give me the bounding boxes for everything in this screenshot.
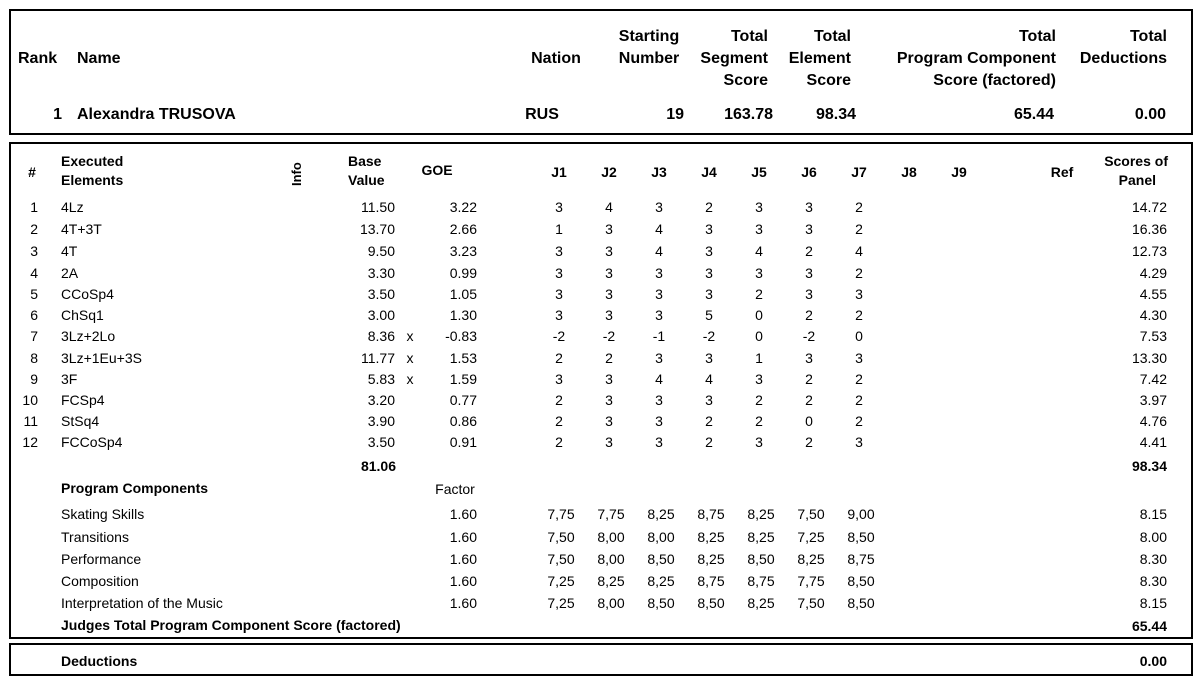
element-judge-score: 2 bbox=[755, 392, 763, 408]
element-num: 8 bbox=[30, 350, 38, 366]
element-judge-score: 2 bbox=[705, 199, 713, 215]
element-base-value: 3.50 bbox=[367, 434, 395, 450]
element-panel-score: 4.29 bbox=[1139, 265, 1167, 281]
element-goe: 0.91 bbox=[449, 434, 477, 450]
element-name: StSq4 bbox=[61, 413, 100, 429]
pcs-total-label: Judges Total Program Component Score (factored) bbox=[61, 617, 401, 633]
component-judge-score: 8,75 bbox=[697, 506, 725, 522]
element-judge-score: 4 bbox=[755, 243, 763, 259]
element-judge-score: 3 bbox=[605, 434, 613, 450]
element-judge-score: 0 bbox=[755, 307, 763, 323]
element-goe: 2.66 bbox=[449, 221, 477, 237]
element-judge-score: -2 bbox=[552, 328, 566, 344]
col-base-label: Value bbox=[348, 172, 385, 188]
header-nation-label: Nation bbox=[531, 50, 581, 67]
component-judge-score: 8,25 bbox=[747, 506, 775, 522]
element-judge-score: 2 bbox=[855, 307, 863, 323]
element-name: ChSq1 bbox=[61, 307, 104, 323]
element-info-flag: x bbox=[406, 328, 414, 344]
element-num: 9 bbox=[30, 371, 38, 387]
element-judge-score: 3 bbox=[555, 199, 563, 215]
header-deductions-label: Deductions bbox=[1079, 50, 1167, 67]
component-judge-score: 7,50 bbox=[797, 595, 825, 611]
skater-starting-number: 19 bbox=[666, 106, 684, 123]
element-judge-score: 3 bbox=[755, 265, 763, 281]
element-judge-score: 3 bbox=[805, 199, 813, 215]
element-judge-score: 3 bbox=[655, 392, 663, 408]
deductions-box bbox=[9, 643, 1193, 676]
element-judge-score: 2 bbox=[705, 413, 713, 429]
element-judge-score: 3 bbox=[655, 286, 663, 302]
col-goe-label: GOE bbox=[421, 162, 453, 178]
element-judge-score: 3 bbox=[655, 413, 663, 429]
skater-tss: 163.78 bbox=[724, 106, 773, 123]
header-tes-label: Total bbox=[813, 28, 851, 45]
element-goe: 1.30 bbox=[449, 307, 477, 323]
component-judge-score: 8,25 bbox=[747, 529, 775, 545]
element-judge-score: 3 bbox=[705, 221, 713, 237]
component-judge-score: 8,25 bbox=[647, 573, 675, 589]
component-judge-score: 7,25 bbox=[547, 573, 575, 589]
element-judge-score: 4 bbox=[705, 371, 713, 387]
element-judge-score: 3 bbox=[605, 286, 613, 302]
component-panel-score: 8.00 bbox=[1139, 529, 1167, 545]
component-judge-score: 8,50 bbox=[697, 595, 725, 611]
element-judge-score: 2 bbox=[555, 434, 563, 450]
factor-label: Factor bbox=[435, 481, 475, 497]
col-ref-label: Ref bbox=[1050, 164, 1074, 180]
element-name: CCoSp4 bbox=[61, 286, 114, 302]
element-goe: 1.53 bbox=[449, 350, 477, 366]
element-judge-score: 3 bbox=[605, 392, 613, 408]
element-judge-score: 4 bbox=[655, 221, 663, 237]
element-judge-score: 3 bbox=[555, 286, 563, 302]
col-judge-label: J4 bbox=[701, 164, 717, 180]
element-judge-score: 3 bbox=[655, 199, 663, 215]
skater-name: Alexandra TRUSOVA bbox=[77, 106, 236, 123]
component-factor: 1.60 bbox=[449, 595, 477, 611]
skater-tes: 98.34 bbox=[815, 106, 856, 123]
col-base-label: Base bbox=[348, 153, 382, 169]
component-judge-score: 8,00 bbox=[597, 551, 625, 567]
element-judge-score: 2 bbox=[555, 413, 563, 429]
element-judge-score: 3 bbox=[555, 371, 563, 387]
element-base-value: 3.30 bbox=[367, 265, 395, 281]
component-panel-score: 8.15 bbox=[1139, 506, 1167, 522]
program-components-title: Program Components bbox=[61, 480, 209, 496]
element-name: 2A bbox=[61, 265, 79, 281]
component-panel-score: 8.30 bbox=[1139, 551, 1167, 567]
element-judge-score: 3 bbox=[855, 286, 863, 302]
element-judge-score: 4 bbox=[655, 371, 663, 387]
component-judge-score: 8,00 bbox=[647, 529, 675, 545]
component-judge-score: 8,50 bbox=[847, 573, 875, 589]
element-name: 3Lz+2Lo bbox=[61, 328, 116, 344]
element-panel-score: 4.76 bbox=[1139, 413, 1167, 429]
element-info-flag: x bbox=[406, 350, 414, 366]
element-judge-score: 3 bbox=[705, 286, 713, 302]
element-judge-score: 2 bbox=[605, 350, 613, 366]
element-judge-score: 2 bbox=[855, 413, 863, 429]
component-name: Skating Skills bbox=[61, 506, 145, 522]
element-judge-score: 2 bbox=[555, 350, 563, 366]
element-judge-score: 2 bbox=[855, 265, 863, 281]
element-judge-score: 2 bbox=[805, 434, 813, 450]
element-panel-score: 7.42 bbox=[1139, 371, 1167, 387]
component-judge-score: 8,75 bbox=[697, 573, 725, 589]
element-judge-score: 2 bbox=[755, 286, 763, 302]
element-judge-score: 0 bbox=[855, 328, 863, 344]
col-scores-label: Scores of bbox=[1104, 153, 1168, 169]
component-judge-score: 8,25 bbox=[647, 506, 675, 522]
deductions-label: Deductions bbox=[61, 653, 138, 669]
component-judge-score: 7,50 bbox=[547, 551, 575, 567]
element-num: 10 bbox=[22, 392, 38, 408]
header-pcs-label: Program Component bbox=[896, 50, 1056, 67]
element-judge-score: 2 bbox=[855, 199, 863, 215]
component-factor: 1.60 bbox=[449, 506, 477, 522]
header-tss-label: Segment bbox=[700, 50, 768, 67]
col-executed-label: Executed bbox=[61, 153, 124, 169]
element-judge-score: 3 bbox=[705, 265, 713, 281]
element-num: 1 bbox=[30, 199, 38, 215]
element-panel-score: 7.53 bbox=[1139, 328, 1167, 344]
element-goe: -0.83 bbox=[445, 328, 477, 344]
element-panel-score: 3.97 bbox=[1139, 392, 1167, 408]
header-tss-label: Score bbox=[723, 72, 768, 89]
component-judge-score: 7,50 bbox=[797, 506, 825, 522]
element-judge-score: 2 bbox=[805, 243, 813, 259]
element-judge-score: 3 bbox=[605, 265, 613, 281]
element-name: 4Lz bbox=[61, 199, 84, 215]
header-tes-label: Element bbox=[788, 50, 851, 67]
component-panel-score: 8.15 bbox=[1139, 595, 1167, 611]
element-name: 4T bbox=[61, 243, 78, 259]
col-judge-label: J6 bbox=[801, 164, 817, 180]
element-judge-score: 3 bbox=[555, 265, 563, 281]
component-judge-score: 8,25 bbox=[597, 573, 625, 589]
element-judge-score: 3 bbox=[805, 265, 813, 281]
pcs-total-value: 65.44 bbox=[1131, 618, 1167, 634]
element-judge-score: 2 bbox=[805, 371, 813, 387]
element-judge-score: 3 bbox=[705, 392, 713, 408]
component-judge-score: 7,75 bbox=[597, 506, 625, 522]
element-judge-score: 3 bbox=[605, 243, 613, 259]
element-judge-score: 3 bbox=[555, 243, 563, 259]
component-judge-score: 8,25 bbox=[747, 595, 775, 611]
element-judge-score: 2 bbox=[555, 392, 563, 408]
element-judge-score: 3 bbox=[655, 307, 663, 323]
element-judge-score: 3 bbox=[555, 307, 563, 323]
component-judge-score: 8,25 bbox=[697, 529, 725, 545]
element-base-value: 13.70 bbox=[359, 221, 395, 237]
element-panel-score: 4.55 bbox=[1139, 286, 1167, 302]
component-judge-score: 7,50 bbox=[547, 529, 575, 545]
element-info-flag: x bbox=[406, 371, 414, 387]
element-goe: 1.59 bbox=[449, 371, 477, 387]
element-num: 6 bbox=[30, 307, 38, 323]
element-judge-score: 0 bbox=[755, 328, 763, 344]
element-judge-score: 3 bbox=[755, 221, 763, 237]
component-judge-score: 8,00 bbox=[597, 595, 625, 611]
element-judge-score: 0 bbox=[805, 413, 813, 429]
element-judge-score: 3 bbox=[855, 434, 863, 450]
element-base-value: 3.50 bbox=[367, 286, 395, 302]
component-panel-score: 8.30 bbox=[1139, 573, 1167, 589]
element-judge-score: 2 bbox=[855, 221, 863, 237]
element-judge-score: 2 bbox=[805, 392, 813, 408]
element-judge-score: 2 bbox=[755, 413, 763, 429]
element-num: 7 bbox=[30, 328, 38, 344]
element-base-value: 9.50 bbox=[367, 243, 395, 259]
element-goe: 0.86 bbox=[449, 413, 477, 429]
element-judge-score: 3 bbox=[605, 413, 613, 429]
component-judge-score: 8,25 bbox=[797, 551, 825, 567]
component-judge-score: 7,25 bbox=[797, 529, 825, 545]
component-factor: 1.60 bbox=[449, 529, 477, 545]
header-starting-number-label: Starting bbox=[618, 28, 680, 45]
col-scores-label: Panel bbox=[1118, 172, 1156, 188]
element-judge-score: 3 bbox=[655, 265, 663, 281]
col-judge-label: J8 bbox=[901, 164, 917, 180]
component-name: Performance bbox=[61, 551, 142, 567]
element-goe: 3.22 bbox=[449, 199, 477, 215]
component-judge-score: 8,25 bbox=[697, 551, 725, 567]
elements-base-total: 81.06 bbox=[360, 458, 396, 474]
skater-nation: RUS bbox=[525, 106, 559, 123]
header-tss-label: Total bbox=[730, 28, 768, 45]
component-judge-score: 8,50 bbox=[847, 595, 875, 611]
component-judge-score: 8,50 bbox=[847, 529, 875, 545]
deductions-value: 0.00 bbox=[1139, 653, 1167, 669]
element-judge-score: -1 bbox=[652, 328, 666, 344]
element-judge-score: 3 bbox=[755, 371, 763, 387]
element-goe: 3.23 bbox=[449, 243, 477, 259]
element-name: 3Lz+1Eu+3S bbox=[61, 350, 142, 366]
element-num: 3 bbox=[30, 243, 38, 259]
element-judge-score: 1 bbox=[555, 221, 563, 237]
element-name: FCCoSp4 bbox=[61, 434, 123, 450]
element-panel-score: 13.30 bbox=[1131, 350, 1167, 366]
element-name: 3F bbox=[61, 371, 78, 387]
element-judge-score: 2 bbox=[805, 307, 813, 323]
element-panel-score: 16.36 bbox=[1131, 221, 1167, 237]
header-starting-number-label: Number bbox=[618, 50, 680, 67]
col-judge-label: J2 bbox=[601, 164, 617, 180]
component-factor: 1.60 bbox=[449, 573, 477, 589]
component-judge-score: 8,00 bbox=[597, 529, 625, 545]
component-judge-score: 7,25 bbox=[547, 595, 575, 611]
component-judge-score: 8,75 bbox=[747, 573, 775, 589]
element-base-value: 5.83 bbox=[367, 371, 395, 387]
col-judge-label: J9 bbox=[951, 164, 967, 180]
header-name-label: Name bbox=[77, 50, 121, 67]
col-executed-label: Elements bbox=[61, 172, 124, 188]
element-num: 5 bbox=[30, 286, 38, 302]
element-base-value: 11.50 bbox=[361, 199, 395, 215]
element-judge-score: 3 bbox=[605, 371, 613, 387]
element-panel-score: 12.73 bbox=[1131, 243, 1167, 259]
element-judge-score: -2 bbox=[602, 328, 616, 344]
col-judge-label: J1 bbox=[551, 164, 567, 180]
element-judge-score: 4 bbox=[855, 243, 863, 259]
component-name: Composition bbox=[61, 573, 139, 589]
component-name: Transitions bbox=[61, 529, 129, 545]
element-judge-score: 3 bbox=[855, 350, 863, 366]
col-judge-label: J7 bbox=[851, 164, 867, 180]
element-judge-score: 3 bbox=[805, 286, 813, 302]
skater-rank: 1 bbox=[53, 106, 62, 123]
component-judge-score: 7,75 bbox=[547, 506, 575, 522]
element-judge-score: 2 bbox=[855, 371, 863, 387]
element-judge-score: 5 bbox=[705, 307, 713, 323]
element-name: FCSp4 bbox=[61, 392, 105, 408]
element-judge-score: 3 bbox=[705, 243, 713, 259]
header-deductions-label: Total bbox=[1129, 28, 1167, 45]
element-judge-score: 3 bbox=[755, 434, 763, 450]
element-base-value: 8.36 bbox=[367, 328, 395, 344]
elements-score-total: 98.34 bbox=[1131, 458, 1167, 474]
element-panel-score: 14.72 bbox=[1131, 199, 1167, 215]
header-tes-label: Score bbox=[806, 72, 851, 89]
element-judge-score: 3 bbox=[605, 307, 613, 323]
element-judge-score: 3 bbox=[805, 221, 813, 237]
col-judge-label: J3 bbox=[651, 164, 667, 180]
element-base-value: 3.00 bbox=[367, 307, 395, 323]
element-judge-score: 3 bbox=[655, 434, 663, 450]
header-pcs-label: Total bbox=[1018, 28, 1056, 45]
component-judge-score: 7,75 bbox=[797, 573, 825, 589]
element-goe: 0.99 bbox=[449, 265, 477, 281]
element-judge-score: 3 bbox=[655, 350, 663, 366]
element-judge-score: -2 bbox=[702, 328, 716, 344]
component-judge-score: 8,50 bbox=[647, 551, 675, 567]
element-judge-score: 2 bbox=[705, 434, 713, 450]
element-judge-score: 3 bbox=[705, 350, 713, 366]
header-pcs-label: Score (factored) bbox=[933, 72, 1056, 89]
skater-pcs: 65.44 bbox=[1013, 106, 1054, 123]
element-goe: 0.77 bbox=[449, 392, 477, 408]
col-num-label: # bbox=[28, 164, 36, 180]
element-panel-score: 4.41 bbox=[1139, 434, 1167, 450]
element-base-value: 11.77 bbox=[361, 350, 395, 366]
element-base-value: 3.20 bbox=[367, 392, 395, 408]
component-judge-score: 8,50 bbox=[747, 551, 775, 567]
skater-deductions: 0.00 bbox=[1134, 106, 1166, 123]
component-name: Interpretation of the Music bbox=[61, 595, 223, 611]
element-judge-score: 3 bbox=[805, 350, 813, 366]
component-judge-score: 8,50 bbox=[647, 595, 675, 611]
element-num: 2 bbox=[30, 221, 38, 237]
col-judge-label: J5 bbox=[751, 164, 767, 180]
element-num: 12 bbox=[22, 434, 38, 450]
component-judge-score: 9,00 bbox=[847, 506, 875, 522]
element-judge-score: 3 bbox=[605, 221, 613, 237]
element-num: 4 bbox=[30, 265, 38, 281]
element-num: 11 bbox=[23, 413, 38, 429]
component-factor: 1.60 bbox=[449, 551, 477, 567]
element-goe: 1.05 bbox=[449, 286, 477, 302]
element-base-value: 3.90 bbox=[367, 413, 395, 429]
element-name: 4T+3T bbox=[61, 221, 102, 237]
col-info-label: Info bbox=[289, 162, 304, 186]
element-judge-score: 3 bbox=[755, 199, 763, 215]
element-judge-score: 4 bbox=[605, 199, 613, 215]
element-judge-score: 4 bbox=[655, 243, 663, 259]
element-judge-score: 2 bbox=[855, 392, 863, 408]
header-rank-label: Rank bbox=[18, 50, 58, 67]
element-judge-score: 1 bbox=[755, 350, 763, 366]
element-judge-score: -2 bbox=[802, 328, 816, 344]
component-judge-score: 8,75 bbox=[847, 551, 875, 567]
element-panel-score: 4.30 bbox=[1139, 307, 1167, 323]
